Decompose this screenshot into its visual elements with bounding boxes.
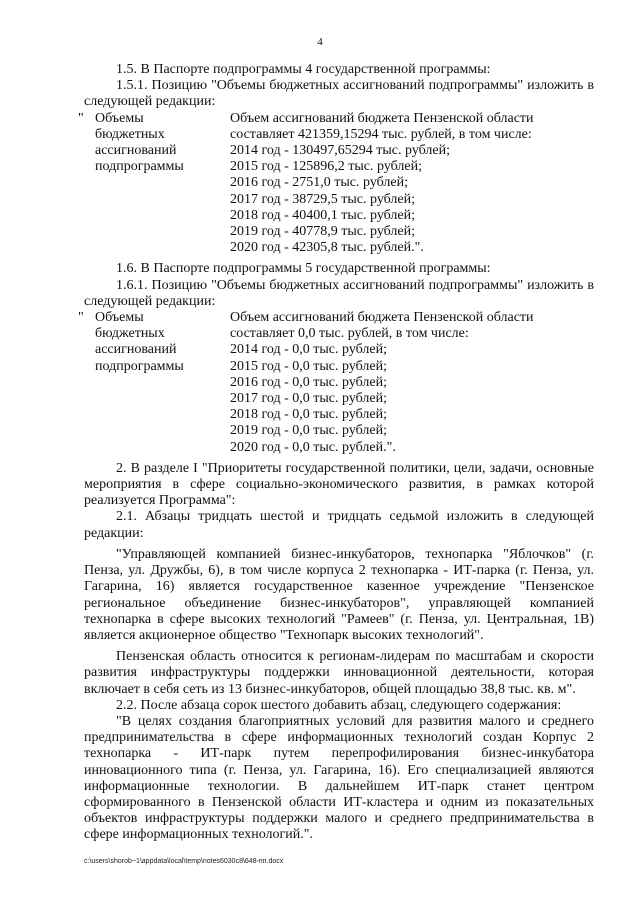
right-cell-line: 2017 год - 38729,5 тыс. рублей; xyxy=(230,191,416,207)
table-right-column xyxy=(230,310,594,456)
opening-quote-mark: " xyxy=(78,110,84,126)
footer-file-path: c:\users\shorob~1\appdata\local\temp\notes6030c8\648-пп.docx xyxy=(84,858,284,865)
left-cell-line: подпрограммы xyxy=(95,358,184,374)
section-1-5-1-text: 1.5.1. Позицию "Объемы бюджетных ассигнований подпрограммы" изложить в следующей редакции: xyxy=(84,78,594,110)
right-cell-line: 2016 год - 0,0 тыс. рублей; xyxy=(230,374,388,390)
table-left-column xyxy=(95,310,221,375)
quoted-paragraph-3: "В целях создания благоприятных условий для развития малого и среднего предпринимательства в сфере информационных технологий создан Корпус 2 технопарка - ИТ-парк путем перепрофилирования бизнес-инкубатора инновационного типа (г. Пенза, ул. Гагарина, 16). Его специализацией являются информационные технологии. В дальнейшем ИТ-парк станет центром сформированного в Пензенской области ИТ-кластера и одним из показательных объектов инфраструктуры поддержки малого и среднего предпринимательства в сфере информационных технологий.". xyxy=(84,713,594,843)
right-cell-line: составляет 421359,15294 тыс. рублей, в том числе: xyxy=(230,126,532,142)
right-cell-line: 2018 год - 0,0 тыс. рублей; xyxy=(230,407,388,423)
quoted-paragraph-2: Пензенская область относится к регионам-лидерам по масштабам и скорости развития инфраструктуры поддержки инновационной деятельности, которая включает в себя сеть из 13 бизнес-инкубаторов, общей площадью 38,8 тыс. кв. м". xyxy=(84,649,594,697)
quoted-paragraph-1: "Управляющей компанией бизнес-инкубаторов, технопарка "Яблочков" (г. Пенза, ул. Дружбы, 6), в том числе корпуса 2 технопарка - ИТ-парка (г. Пенза, ул. Гагарина, 16) является государственное казенное учреждение "Пензенское региональное объединение бизнес-инкубаторов", управляющей компанией технопарка в сфере высоких технологий "Рамеев" (г. Пенза, ул. Центральная, 1В) является акционерное общество "Технопарк высоких технологий". xyxy=(84,546,594,643)
table-right-column xyxy=(230,111,594,257)
page-number: 4 xyxy=(317,36,323,48)
right-cell-line: 2017 год - 0,0 тыс. рублей; xyxy=(230,391,388,407)
left-cell-line: Объемы xyxy=(95,310,144,326)
budget-table-subprogram-5 xyxy=(78,310,594,456)
right-cell-line: 2015 год - 0,0 тыс. рублей; xyxy=(230,358,388,374)
left-cell-line: ассигнований xyxy=(95,342,177,358)
left-cell-line: бюджетных xyxy=(95,126,165,142)
right-cell-line: 2015 год - 125896,2 тыс. рублей; xyxy=(230,159,423,175)
section-2-2-text: 2.2. После абзаца сорок шестого добавить абзац, следующего содержания: xyxy=(116,697,562,713)
right-cell-line: 2016 год - 2751,0 тыс. рублей; xyxy=(230,175,409,191)
left-cell-line: Объемы xyxy=(95,110,144,126)
left-cell-line: подпрограммы xyxy=(95,159,184,175)
right-cell-line: составляет 0,0 тыс. рублей, в том числе: xyxy=(230,326,469,342)
right-cell-line: 2019 год - 40778,9 тыс. рублей; xyxy=(230,224,416,240)
section-1-6-1-text: 1.6.1. Позицию "Объемы бюджетных ассигнований подпрограммы" изложить в следующей редакции: xyxy=(84,277,594,309)
right-cell-line: 2020 год - 42305,8 тыс. рублей.". xyxy=(230,240,424,256)
left-cell-line: бюджетных xyxy=(95,326,165,342)
document-body xyxy=(78,62,594,844)
right-cell-line: 2014 год - 0,0 тыс. рублей; xyxy=(230,342,388,358)
opening-quote-mark: " xyxy=(78,310,84,326)
right-cell-line: Объем ассигнований бюджета Пензенской области xyxy=(230,110,534,126)
right-cell-line: 2018 год - 40400,1 тыс. рублей; xyxy=(230,207,416,223)
right-cell-line: 2019 год - 0,0 тыс. рублей; xyxy=(230,423,388,439)
left-cell-line: ассигнований xyxy=(95,143,177,159)
budget-table-subprogram-4 xyxy=(78,110,594,257)
section-2-text: 2. В разделе I "Приоритеты государственной политики, цели, задачи, основные мероприятия в сфере социально-экономического развития, в рамках которой реализуется Программа": xyxy=(84,460,594,509)
section-1-6-heading: 1.6. В Паспорте подпрограммы 5 государственной программы: xyxy=(116,261,491,277)
section-1-5-heading: 1.5. В Паспорте подпрограммы 4 государственной программы: xyxy=(116,62,491,77)
table-left-column xyxy=(95,111,221,176)
right-cell-line: 2020 год - 0,0 тыс. рублей.". xyxy=(230,439,396,455)
section-2-1-text: 2.1. Абзацы тридцать шестой и тридцать седьмой изложить в следующей редакции: xyxy=(84,509,594,541)
right-cell-line: 2014 год - 130497,65294 тыс. рублей; xyxy=(230,143,451,159)
right-cell-line: Объем ассигнований бюджета Пензенской области xyxy=(230,310,534,326)
